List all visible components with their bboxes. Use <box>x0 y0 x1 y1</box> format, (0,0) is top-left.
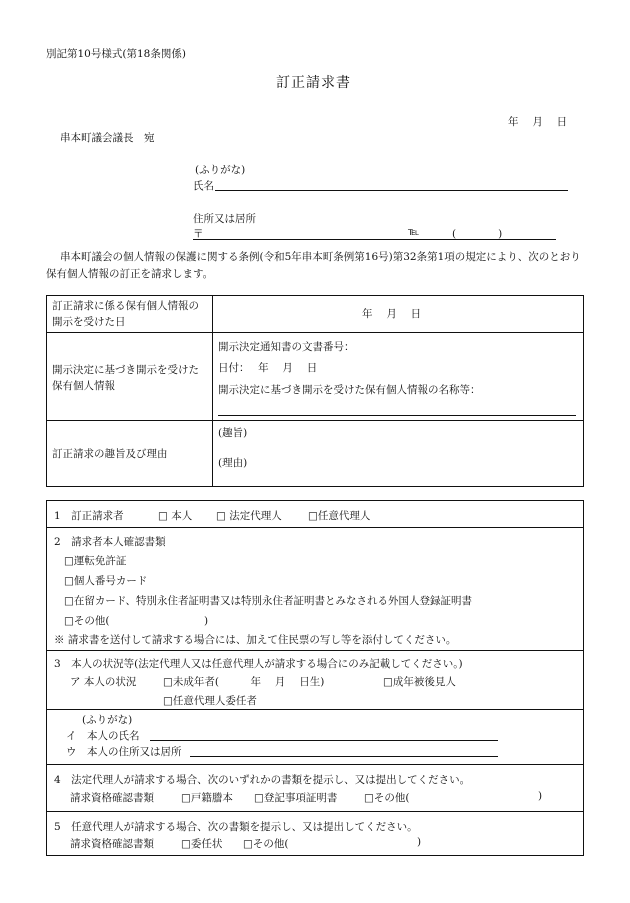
tel-parens: ( ) <box>452 228 503 240</box>
notice-doc-number[interactable]: 開示決定通知書の文書番号： <box>218 341 355 353</box>
page-title: 訂正請求書 <box>276 75 351 91</box>
table-row-line <box>46 420 584 421</box>
furigana-label: (ふりがな) <box>195 164 246 176</box>
requester-label: 1 訂正請求者 <box>54 510 124 522</box>
checkbox-my-number-card[interactable]: □個人番号カード <box>64 575 148 587</box>
table-divider <box>212 295 213 487</box>
voluntary-agent-docs-label: 5 任意代理人が請求する場合、次の書類を提示し、又は提出してください。 <box>54 821 418 833</box>
qualification-docs-label-2: 請求資格確認書類 <box>70 838 154 850</box>
qualification-docs-label: 請求資格確認書類 <box>70 792 154 804</box>
principal-address-label: ウ 本人の住所又は居所 <box>66 746 182 758</box>
info-name-label: 開示決定に基づき開示を受けた保有個人情報の名称等： <box>218 384 481 396</box>
address-field[interactable] <box>193 239 556 240</box>
checkbox-other-legal[interactable]: □その他( <box>364 792 410 804</box>
address-label: 住所又は居所 <box>193 213 256 225</box>
disclosed-info-label: 開示決定に基づき開示を受けた保有個人情報 <box>52 364 199 392</box>
section-line <box>46 650 584 651</box>
checkbox-voluntary-agent[interactable]: □任意代理人 <box>308 510 371 522</box>
paren-close-2: ) <box>417 836 422 848</box>
section-line <box>46 527 584 528</box>
intro-paragraph: 串本町議会の個人情報の保護に関する条例(令和5年串本町条例第16号)第32条第1項の規定により、次のとおり保有個人情報の訂正を請求します。 <box>46 251 581 280</box>
principal-name-field[interactable] <box>150 740 498 741</box>
tel-label: ℡ <box>408 226 420 238</box>
principal-address-field[interactable] <box>190 756 498 757</box>
legal-agent-docs-label: 4 法定代理人が請求する場合、次のいずれかの書類を提示し、又は提出してください。 <box>54 774 471 786</box>
checkbox-adult-ward[interactable]: □成年被後見人 <box>383 676 456 688</box>
purpose-reason-label: 訂正請求の趣旨及び理由 <box>52 448 168 460</box>
disclosed-date-value[interactable]: 年 月 日 <box>362 308 422 320</box>
reason-field[interactable]: (理由) <box>218 457 248 469</box>
principal-status-label: 3 本人の状況等(法定代理人又は任意代理人が請求する場合にのみ記載してください。) <box>54 658 463 670</box>
purpose-field[interactable]: (趣旨) <box>218 427 248 439</box>
section-line <box>46 764 584 765</box>
checkbox-legal-agent[interactable]: □ 法定代理人 <box>216 510 282 522</box>
paren-close: ) <box>538 790 543 802</box>
info-name-field[interactable] <box>218 415 576 416</box>
principal-furigana-label: (ふりがな) <box>82 714 133 726</box>
postal-mark: 〒 <box>193 228 204 240</box>
checkbox-proxy-principal[interactable]: □任意代理人委任者 <box>163 695 257 707</box>
disclosed-date-label: 訂正請求に係る保有個人情報の開示を受けた日 <box>52 300 199 328</box>
form-reference: 別記第10号様式(第18条関係) <box>46 48 186 60</box>
checkbox-power-of-attorney[interactable]: □委任状 <box>181 838 223 850</box>
section-line <box>46 811 584 812</box>
checkbox-family-register[interactable]: □戸籍謄本 <box>181 792 233 804</box>
addressee: 串本町議会議長 宛 <box>60 132 155 144</box>
checkbox-drivers-license[interactable]: □運転免許証 <box>64 555 127 567</box>
checkbox-other-id[interactable]: □その他( ) <box>64 615 209 627</box>
id-docs-label: 2 請求者本人確認書類 <box>54 536 166 548</box>
checkbox-minor[interactable]: □未成年者( 年 月 日生) <box>163 676 325 688</box>
checkbox-residence-card[interactable]: □在留カード、特別永住者証明書又は特別永住者証明書とみなされる外国人登録証明書 <box>64 595 472 607</box>
section-line <box>46 709 584 710</box>
mailing-note: ※ 請求書を送付して請求する場合には、加えて住民票の写し等を添付してください。 <box>54 634 457 646</box>
checkbox-other-voluntary[interactable]: □その他( <box>243 838 289 850</box>
date-line: 年 月 日 <box>508 116 568 128</box>
name-field[interactable] <box>215 190 568 191</box>
status-label: ア 本人の状況 <box>70 676 137 688</box>
table-row-line <box>46 332 584 333</box>
principal-name-label: イ 本人の氏名 <box>66 730 140 742</box>
checkbox-registry-certificate[interactable]: □登記事項証明書 <box>254 792 338 804</box>
notice-date[interactable]: 日付： 年 月 日 <box>218 362 318 374</box>
name-label: 氏名 <box>193 180 214 192</box>
checkbox-self[interactable]: □ 本人 <box>158 510 193 522</box>
